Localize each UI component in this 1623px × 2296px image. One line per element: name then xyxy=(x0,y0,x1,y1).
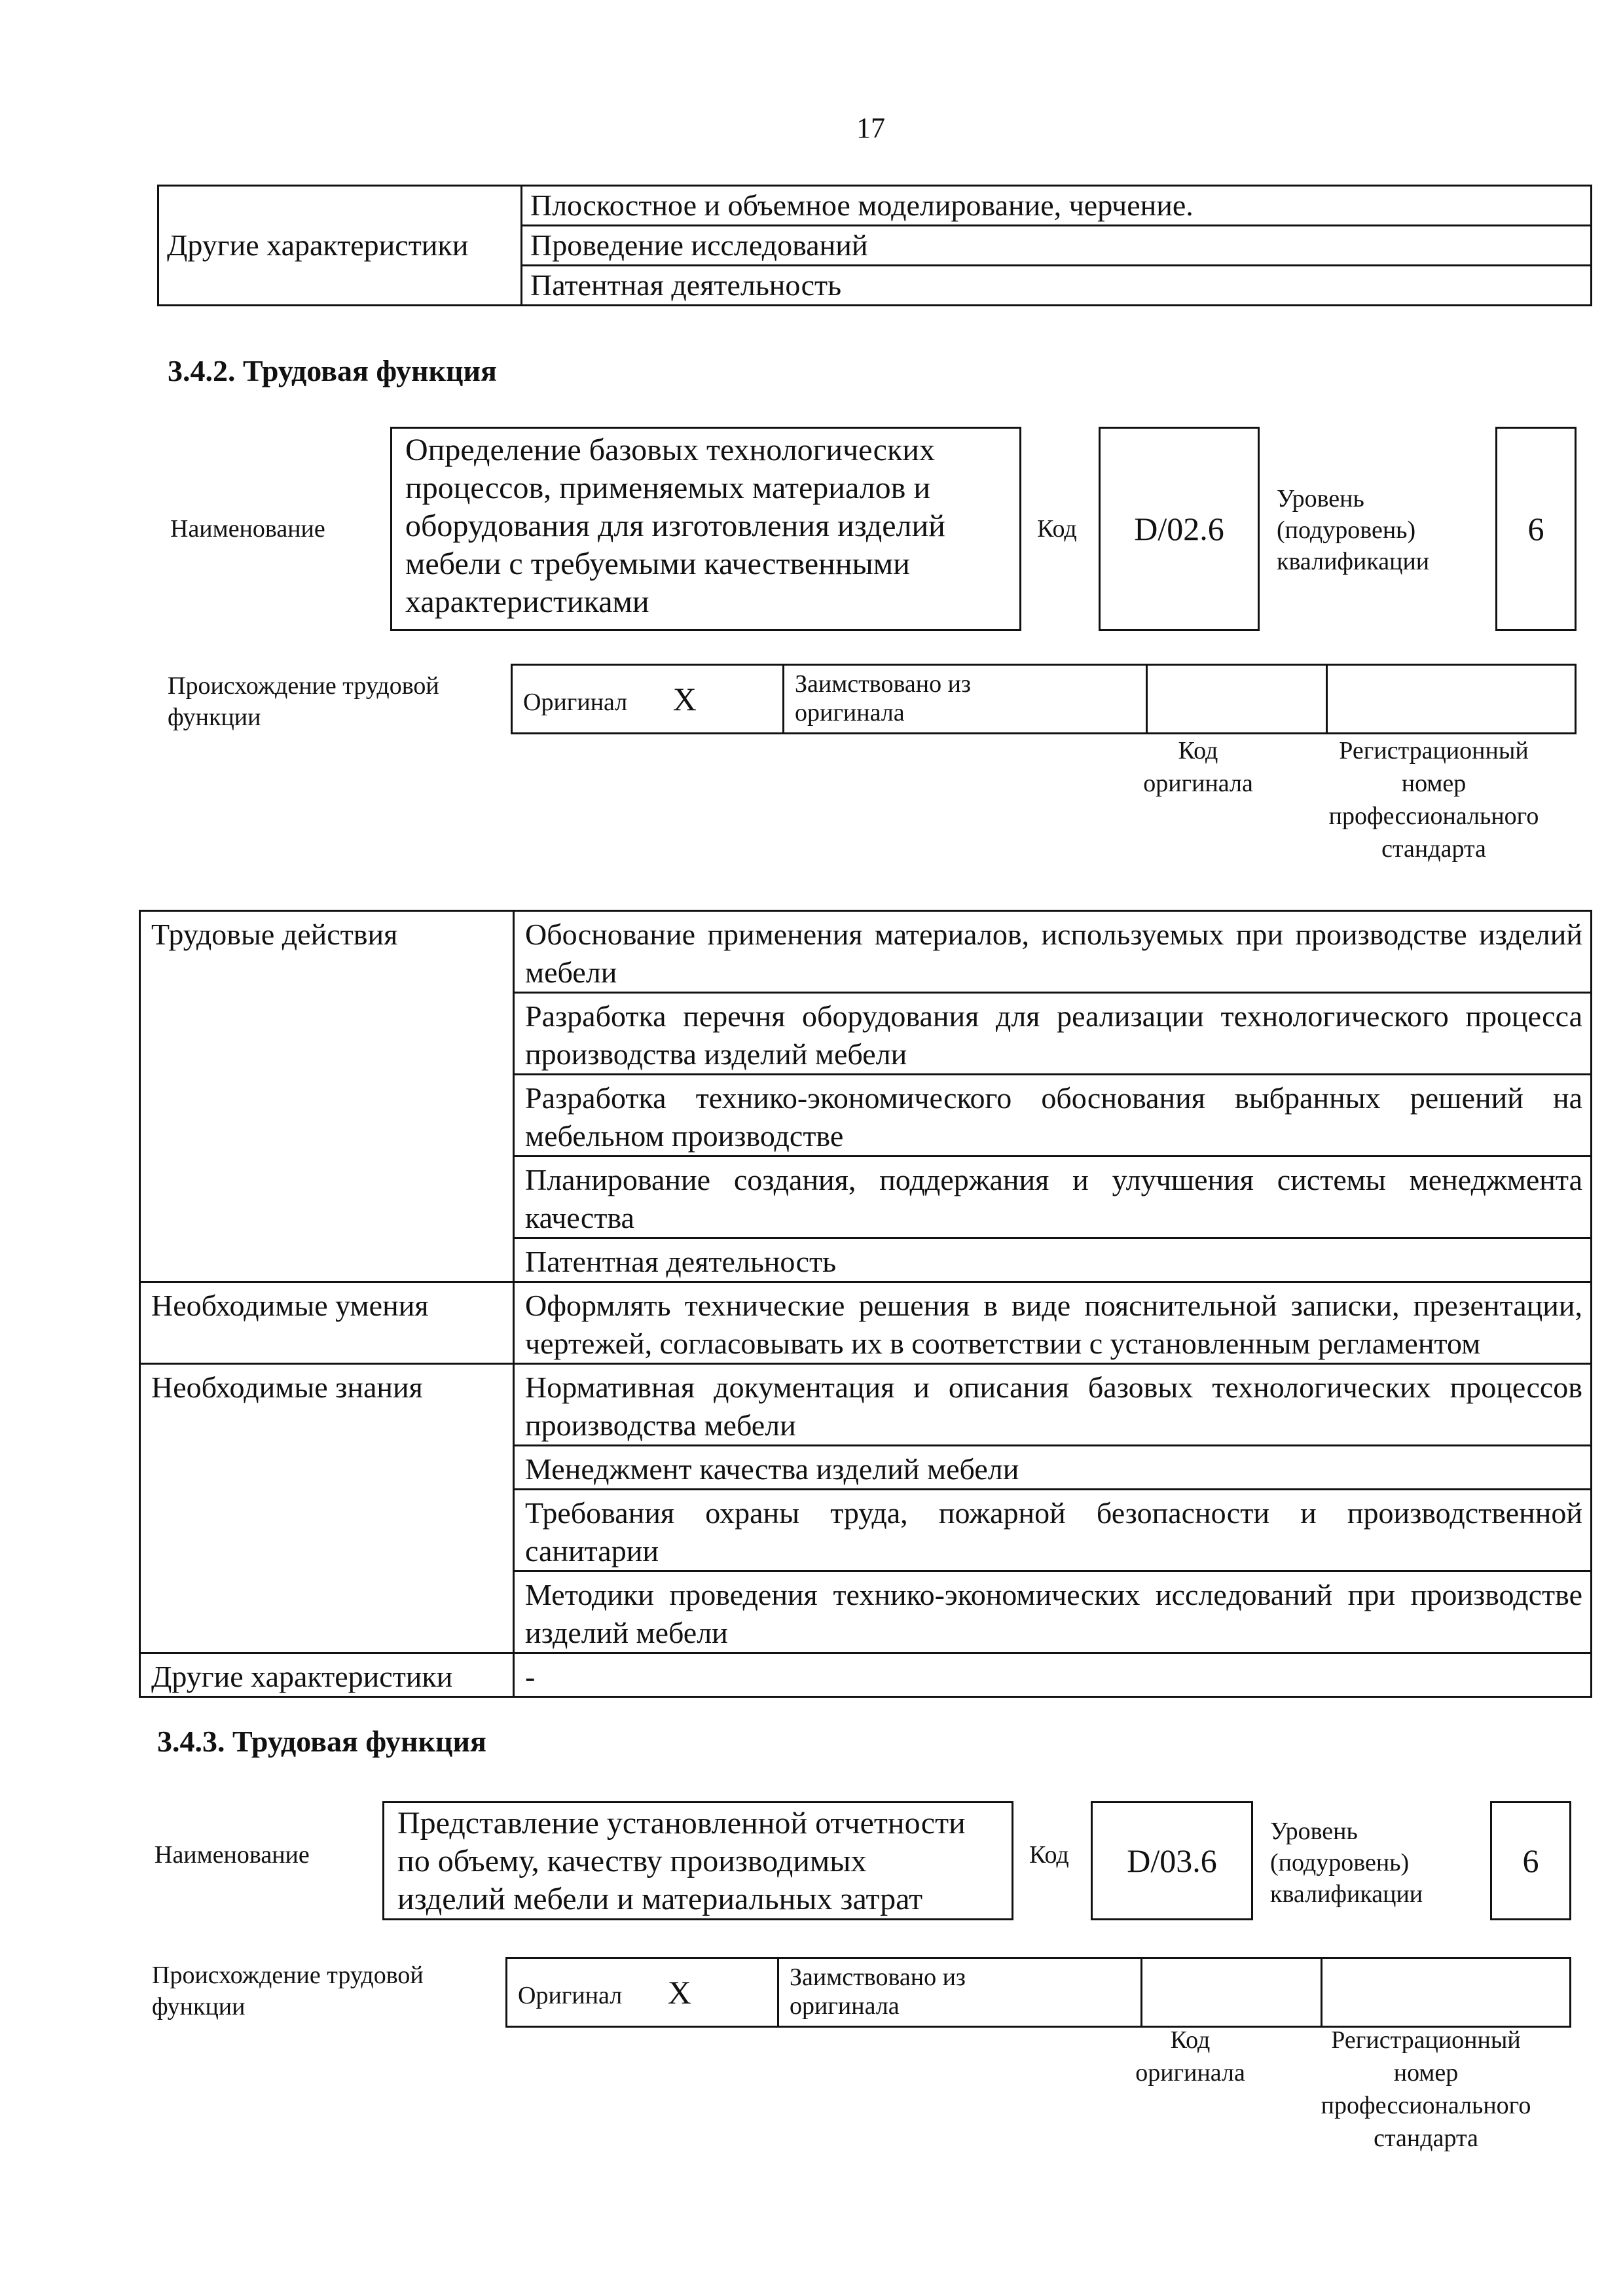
function-name-line: Определение базовых технологических xyxy=(405,433,935,467)
group-label: Другие характеристики xyxy=(140,1653,514,1697)
group-item: Оформлять технические решения в виде пояснительной записки, презентации, чертежей, согласовывать их в соответствии с установленным регламентом xyxy=(514,1282,1592,1364)
borrowed-cell xyxy=(784,665,1147,734)
page-number: 17 xyxy=(856,112,885,144)
caption-line: Регистрационный xyxy=(1331,2026,1521,2054)
function-name-box xyxy=(382,1801,1013,1920)
level-label xyxy=(1270,1816,1423,1910)
table-row xyxy=(158,186,1592,226)
code-original-cell xyxy=(1142,1958,1322,2027)
borrowed-label-line: Заимствовано из xyxy=(795,670,971,698)
caption-line: номер xyxy=(1393,2059,1459,2087)
original-mark: X xyxy=(667,1974,691,2011)
row-value: Плоскостное и объемное моделирование, черчение. xyxy=(522,186,1592,226)
origin-table xyxy=(511,664,1577,734)
function-name-line: процессов, применяемых материалов и xyxy=(405,471,931,505)
function-details-table xyxy=(139,910,1592,1698)
origin-label-line: Происхождение трудовой xyxy=(168,672,439,700)
function-code: D/02.6 xyxy=(1134,511,1224,547)
origin-label xyxy=(168,670,439,733)
caption-line: оригинала xyxy=(1143,770,1253,797)
reg-number-caption xyxy=(1290,734,1578,865)
row-value: Проведение исследований xyxy=(522,226,1592,266)
code-original-caption xyxy=(1092,2024,1288,2089)
caption-line: профессионального xyxy=(1328,802,1539,830)
borrowed-label-line: Заимствовано из xyxy=(790,1964,966,1991)
code-original-caption xyxy=(1100,734,1296,800)
group-item: Обоснование применения материалов, используемых при производстве изделий мебели xyxy=(514,911,1592,993)
level-label xyxy=(1277,483,1429,577)
group-label: Трудовые действия xyxy=(140,911,514,1282)
qualification-level-box xyxy=(1495,427,1577,631)
function-name-line: мебели с требуемыми качественными xyxy=(405,547,910,581)
other-characteristics-table xyxy=(157,185,1592,306)
original-cell xyxy=(512,665,784,734)
caption-line: оригинала xyxy=(1135,2059,1245,2087)
group-item: Требования охраны труда, пожарной безопасности и производственной санитарии xyxy=(514,1490,1592,1571)
row-label xyxy=(158,266,522,306)
code-label: Код xyxy=(1029,1841,1069,1869)
section-heading-342: 3.4.2. Трудовая функция xyxy=(168,354,497,387)
caption-line: профессионального xyxy=(1321,2092,1531,2119)
group-item: Разработка перечня оборудования для реализации технологического процесса производства изделий мебели xyxy=(514,993,1592,1075)
original-label: Оригинал xyxy=(523,689,628,716)
function-code: D/03.6 xyxy=(1127,1842,1217,1879)
table-row xyxy=(140,911,1592,993)
group-item: Разработка технико-экономического обоснования выбранных решений на мебельном производстве xyxy=(514,1075,1592,1157)
name-label: Наименование xyxy=(170,515,325,543)
caption-line: Регистрационный xyxy=(1339,737,1529,764)
group-item: - xyxy=(514,1653,1592,1697)
group-item: Патентная деятельность xyxy=(514,1238,1592,1282)
name-label: Наименование xyxy=(155,1841,310,1869)
original-cell xyxy=(507,1958,778,2027)
section-heading-343: 3.4.3. Трудовая функция xyxy=(157,1725,486,1758)
table-row xyxy=(140,1653,1592,1697)
function-code-box xyxy=(1091,1801,1253,1920)
reg-number-cell xyxy=(1322,1958,1571,2027)
function-code-box xyxy=(1099,427,1260,631)
level-label-line: квалификации xyxy=(1277,548,1430,575)
function-name-line: изделий мебели и материальных затрат xyxy=(397,1882,923,1916)
borrowed-label-line: оригинала xyxy=(795,699,905,726)
row-label: Другие характеристики xyxy=(158,226,522,266)
table-row xyxy=(158,266,1592,306)
function-name-box xyxy=(390,427,1021,631)
table-row xyxy=(140,1282,1592,1364)
caption-line: стандарта xyxy=(1374,2125,1478,2152)
level-label-line: (подуровень) xyxy=(1270,1849,1410,1876)
group-item: Менеджмент качества изделий мебели xyxy=(514,1446,1592,1490)
function-name-line: Представление установленной отчетности xyxy=(397,1806,966,1840)
group-label: Необходимые знания xyxy=(140,1364,514,1653)
code-original-cell xyxy=(1147,665,1327,734)
group-item: Планирование создания, поддержания и улучшения системы менеджмента качества xyxy=(514,1157,1592,1238)
group-item: Нормативная документация и описания базовых технологических процессов производства мебели xyxy=(514,1364,1592,1446)
function-name-line: характеристиками xyxy=(405,584,649,619)
caption-line: стандарта xyxy=(1381,835,1486,863)
borrowed-cell xyxy=(778,1958,1142,2027)
group-item: Методики проведения технико-экономических исследований при производстве изделий мебели xyxy=(514,1571,1592,1653)
origin-label-line: функции xyxy=(152,1993,246,2020)
caption-line: номер xyxy=(1401,770,1467,797)
caption-line: Код xyxy=(1178,737,1218,764)
qualification-level-box xyxy=(1490,1801,1571,1920)
qualification-level: 6 xyxy=(1522,1842,1539,1879)
row-value: Патентная деятельность xyxy=(522,266,1592,306)
origin-label xyxy=(152,1960,424,2022)
level-label-line: квалификации xyxy=(1270,1880,1423,1908)
level-label-line: Уровень xyxy=(1270,1818,1358,1845)
reg-number-caption xyxy=(1282,2024,1570,2155)
code-label: Код xyxy=(1037,515,1077,543)
level-label-line: Уровень xyxy=(1277,485,1364,512)
level-label-line: (подуровень) xyxy=(1277,516,1416,544)
qualification-level: 6 xyxy=(1527,511,1544,547)
function-name-line: по объему, качеству производимых xyxy=(397,1844,867,1878)
origin-table xyxy=(505,1957,1571,2028)
caption-line: Код xyxy=(1170,2026,1211,2054)
group-label: Необходимые умения xyxy=(140,1282,514,1364)
reg-number-cell xyxy=(1327,665,1576,734)
row-label xyxy=(158,186,522,226)
original-label: Оригинал xyxy=(518,1982,623,2009)
table-row xyxy=(140,1364,1592,1446)
origin-label-line: функции xyxy=(168,704,261,731)
origin-label-line: Происхождение трудовой xyxy=(152,1962,424,1989)
table-row xyxy=(158,226,1592,266)
function-name-line: оборудования для изготовления изделий xyxy=(405,509,945,543)
original-mark: X xyxy=(672,681,697,717)
borrowed-label-line: оригинала xyxy=(790,1992,900,2020)
